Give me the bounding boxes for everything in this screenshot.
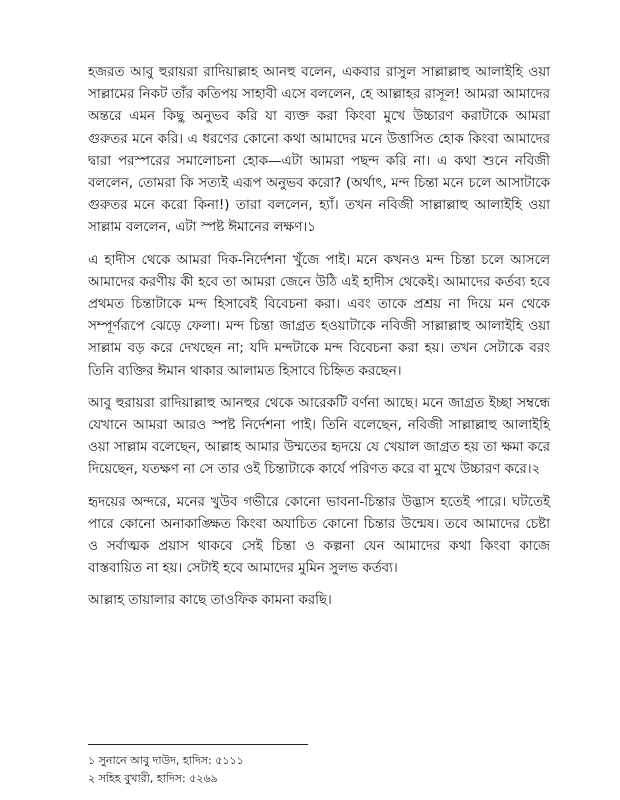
paragraph-hadith-narration: হজরত আবু হুরায়রা রাদিয়াল্লাহ আনহু বলেন, একবার রাসুল সাল্লাল্লাহু আলাইহি ওয়া সাল্লামের নিকট তাঁর কতিপয় সাহাবী এসে বললেন, হে আল্লাহর রাসূল! আমরা আমাদের অন্তরে এমন কিছু অনুভব করি যা ব্যক্ত করা কিংবা মুখে উচ্চারণ করাটাকে আমরা গুরুতর মনে করি। এ ধরণের কোনো কথা আমাদের মনে উত্তাসিত হোক কিংবা আমাদের দ্বারা পরস্পরের সমালোচনা হোক—এটা আমরা পছন্দ করি না। এ কথা শুনে নবিজী বললেন, তোমরা কি সত্যই এরূপ অনুভব করো? (অর্থাৎ, মন্দ চিন্তা মনে চলে আসাটাকে গুরুতর মনে করো কিনা!) তারা বললেন, হ্যাঁ। তখন নবিজী সাল্লাল্লাহু আলাইহি ওয়া সাল্লাম বললেন, এটা স্পষ্ট ঈমানের লক্ষণ।১ xyxy=(88,65,550,236)
paragraph-second-narration: আবু হুরায়রা রাদিয়াল্লাহু আনহুর থেকে আরেকটি বর্ণনা আছে। মনে জাগ্রত ইচ্ছা সম্বন্ধে যেখানে আমরা আরও স্পষ্ট নির্দেশনা পাই। তিনি বলেছেন, নবিজী সাল্লাল্লাহু আলাইহি ওয়া সাল্লাম বলেছেন, আল্লাহ আমার উম্মতের হৃদয়ে যে খেয়াল জাগ্রত হয় তা ক্ষমা করে দিয়েছেন, যতক্ষণ না সে তার ওই চিন্তাটাকে কার্যে পরিণত করে বা মুখে উচ্চারণ করে।২ xyxy=(88,395,550,478)
footnotes xyxy=(88,752,388,788)
footnote-2: ২ সহিহ বুখারী, হাদিস: ৫২৬৯ xyxy=(88,772,218,785)
paragraph-guidance: এ হাদীস থেকে আমরা দিক-নির্দেশনা খুঁজে পাই। মনে কখনও মন্দ চিন্তা চলে আসলে আমাদের করণীয় কী হবে তা আমরা জেনে উঠি এই হাদীস থেকেই। আমাদের কর্তব্য হবে প্রথমত চিন্তাটাকে মন্দ হিসাবেই বিবেচনা করা। এবং তাকে প্রশ্রয় না দিয়ে মন থেকে সম্পূর্ণরূপে ঝেড়ে ফেলা। মন্দ চিন্তা জাগ্রত হওয়াটাকে নবিজী সাল্লাল্লাহু আলাইহি ওয়া সাল্লাম বড় করে দেখছেন না; যদি মন্দটাকে মন্দ বিবেচনা করা হয়। তখন সেটাকে বরং তিনি ব্যক্তির ঈমান থাকার আলামত হিসাবে চিহ্নিত করছেন। xyxy=(88,252,550,379)
paragraph-closing-prayer: আল্লাহ তায়ালার কাছে তাওফিক কামনা করছি। xyxy=(88,593,332,609)
footnote-divider xyxy=(88,744,308,745)
body-text xyxy=(88,62,550,623)
paragraph-conclusion: হৃদয়ের অন্দরে, মনের খুউব গভীরে কোনো ভাবনা-চিন্তার উদ্ভাস হতেই পারে। ঘটতেই পারে কোনো অনাকাঙ্ক্ষিত কিংবা অযাচিত কোনো চিন্তার উন্মেষ। তবে আমাদের চেষ্টা ও সর্বাত্মক প্রয়াস থাকবে সেই চিন্তা ও কল্পনা যেন আমাদের কথা কিংবা কাজে বাস্তবায়িত না হয়। সেটাই হবে আমাদের মুমিন সুলভ কর্তব্য। xyxy=(88,494,550,577)
footnote-1: ১ সুনানে আবু দাউদ, হাদিস: ৫১১১ xyxy=(88,754,244,767)
